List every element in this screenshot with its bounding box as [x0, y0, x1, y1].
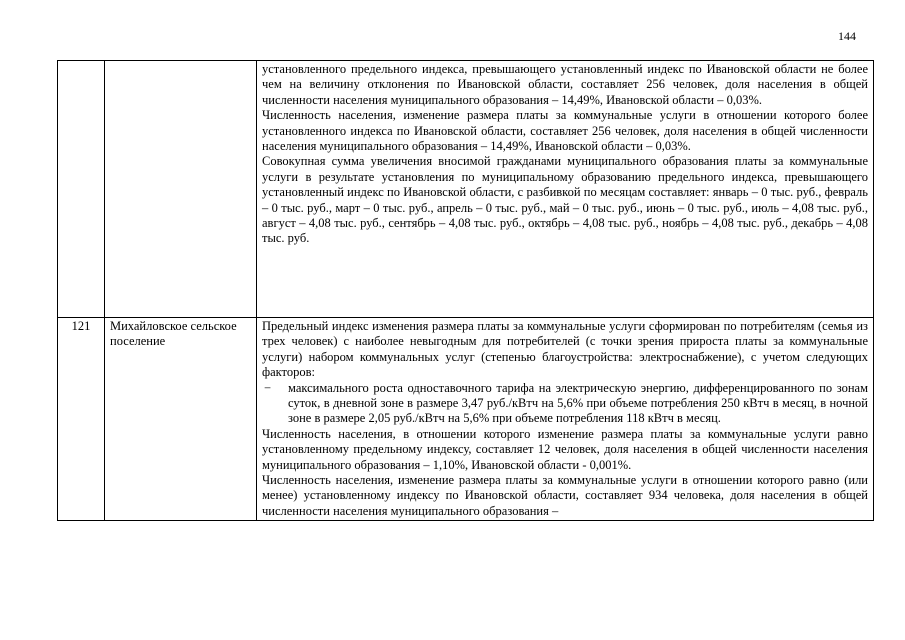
paragraph: Численность населения, изменение размера платы за коммунальные услуги в отношении которого равно (или менее) установленному индексу по Ивановской области, составляет 934 человека, доля населения в общей численности населения муниципального образования – — [262, 473, 868, 518]
municipality-name-cell — [105, 61, 257, 318]
municipality-name-cell: Михайловское сельское поселение — [105, 318, 257, 521]
paragraph: Численность населения, в отношении которого изменение размера платы за коммунальные услуги равно установленному предельному индексу, составляет 12 человек, доля населения в общей численности населения муниципального образования – 1,10%, Ивановской области - 0,001%. — [262, 426, 868, 472]
description-cell — [257, 318, 874, 521]
dash-bullet: − — [264, 380, 272, 395]
row-number-cell: 121 — [58, 318, 105, 521]
description-cell — [257, 61, 874, 318]
dash-list-item — [262, 381, 868, 427]
paragraph: Совокупная сумма увеличения вносимой гражданами муниципального образования платы за коммунальные услуги в результате установления по муниципальному образованию предельного индекса, превышающего установленный индекс по Ивановской области, с разбивкой по месяцам составляет: январь – 0 тыс. руб., февраль – 0 тыс. руб., март – 0 тыс. руб., апрель – 0 тыс. руб., май – 0 тыс. руб., июнь – 0 тыс. руб., июль – 4,08 тыс. руб., август – 4,08 тыс. руб., сентябрь – 4,08 тыс. руб., октябрь – 4,08 тыс. руб., ноябрь – 4,08 тыс. руб., декабрь – 4,08 тыс. руб. — [262, 154, 868, 246]
table-row — [58, 318, 874, 521]
table-row — [58, 61, 874, 318]
document-table — [57, 60, 874, 521]
paragraph: установленного предельного индекса, превышающего установленный индекс по Ивановской области не более чем на величину отклонения по Ивановской области, составляет 256 человек, доля населения в общей численности населения муниципального образования – 14,49%, Ивановской области – 0,03%. — [262, 62, 868, 107]
row-number-cell — [58, 61, 105, 318]
paragraph: Предельный индекс изменения размера платы за коммунальные услуги сформирован по потребителям (семья из трех человек) с наиболее невыгодным для потребителей (с точки зрения прироста платы за коммунальные услуги) набором коммунальных услуг (степенью благоустройства: электроснабжение), с учетом следующих факторов: — [262, 319, 868, 380]
paragraph: Численность населения, изменение размера платы за коммунальные услуги в отношении которого более установленного индекса по Ивановской области, составляет 256 человек, доля населения в общей численности населения муниципального образования – 14,49%, Ивановской области – 0,03%. — [262, 108, 868, 154]
list-item-text: максимального роста одноставочного тарифа на электрическую энергию, дифференцированного по зонам суток, в дневной зоне в размере 3,47 руб./кВтч на 5,6% при объеме потребления 250 кВтч в месяц, в ночной зоне в размере 2,05 руб./кВтч на 5,6% при объеме потребления 118 кВтч в месяц. — [288, 380, 868, 426]
page-number: 144 — [838, 29, 856, 43]
